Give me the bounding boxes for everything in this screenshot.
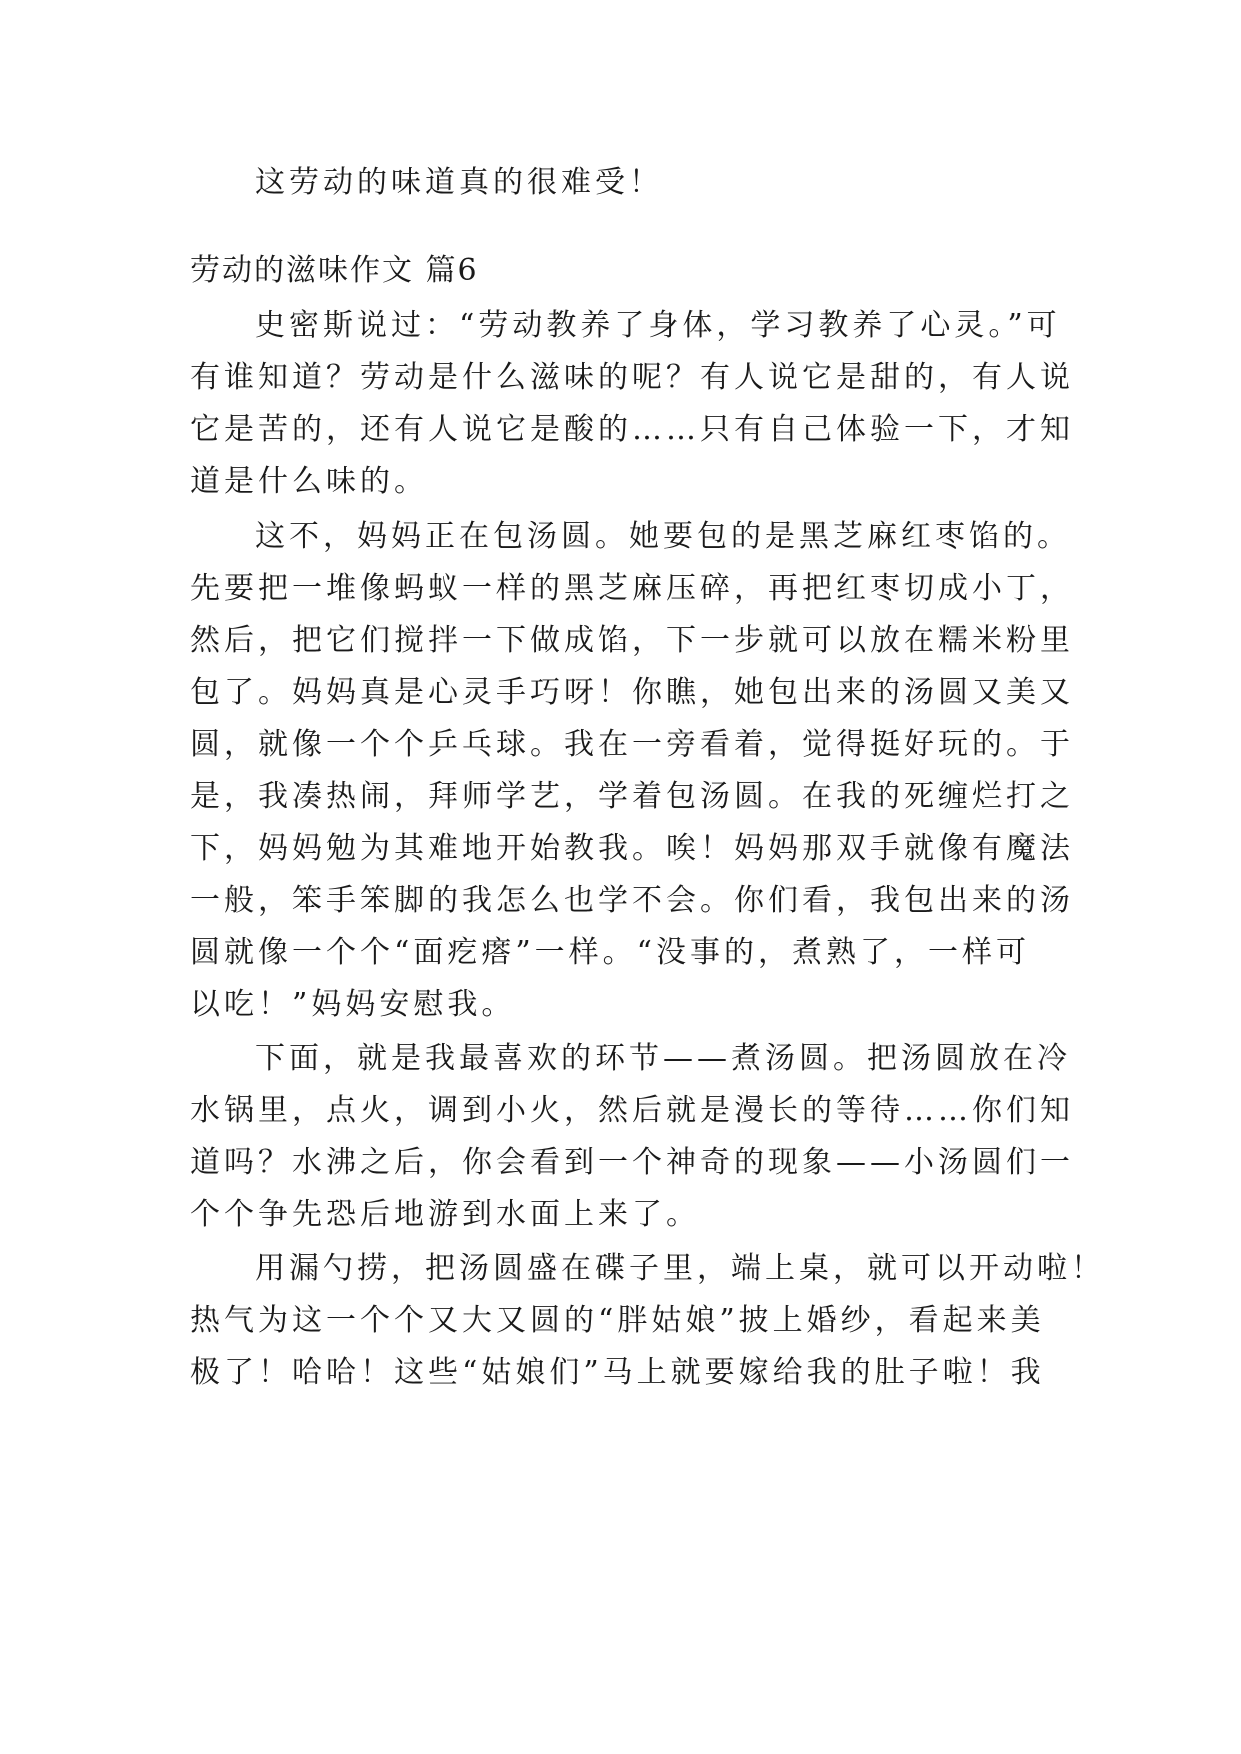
paragraph-line: 圆就像一个个“面疙瘩”一样。“没事的，煮熟了，一样可 [190, 935, 1031, 970]
paragraph-line: 道是什么味的。 [190, 464, 428, 499]
paragraph-line: 下，妈妈勉为其难地开始教我。唉！妈妈那双手就像有魔法 [190, 831, 1074, 866]
paragraph-line: 极了！哈哈！这些“姑娘们”马上就要嫁给我的肚子啦！我 [190, 1355, 1045, 1390]
paragraph-line: 然后，把它们搅拌一下做成馅，下一步就可以放在糯米粉里 [190, 623, 1074, 658]
intro-line: 这劳动的味道真的很难受！ [255, 165, 663, 200]
section-title: 劳动的滋味作文 篇6 [190, 253, 479, 288]
paragraph-line: 一般，笨手笨脚的我怎么也学不会。你们看，我包出来的汤 [190, 883, 1074, 918]
paragraph-line: 包了。妈妈真是心灵手巧呀！你瞧，她包出来的汤圆又美又 [190, 675, 1074, 710]
paragraph-line: 它是苦的，还有人说它是酸的……只有自己体验一下，才知 [190, 412, 1074, 447]
paragraph-line: 这不，妈妈正在包汤圆。她要包的是黑芝麻红枣馅的。 [255, 519, 1071, 554]
paragraph-line: 以吃！”妈妈安慰我。 [190, 987, 516, 1022]
paragraph-line: 史密斯说过：“劳动教养了身体，学习教养了心灵。”可 [255, 308, 1061, 343]
paragraph-line: 水锅里，点火，调到小火，然后就是漫长的等待……你们知 [190, 1093, 1074, 1128]
paragraph-line: 用漏勺捞，把汤圆盛在碟子里，端上桌，就可以开动啦！ [255, 1251, 1105, 1286]
paragraph-line: 热气为这一个个又大又圆的“胖姑娘”披上婚纱，看起来美 [190, 1303, 1045, 1338]
paragraph-line: 圆，就像一个个乒乓球。我在一旁看着，觉得挺好玩的。于 [190, 727, 1074, 762]
paragraph-line: 是，我凑热闹，拜师学艺，学着包汤圆。在我的死缠烂打之 [190, 779, 1074, 814]
paragraph-line: 有谁知道？劳动是什么滋味的呢？有人说它是甜的，有人说 [190, 360, 1074, 395]
paragraph-line: 先要把一堆像蚂蚁一样的黑芝麻压碎，再把红枣切成小丁， [190, 571, 1074, 606]
paragraph-line: 下面，就是我最喜欢的环节——煮汤圆。把汤圆放在冷 [255, 1041, 1071, 1076]
paragraph-line: 道吗？水沸之后，你会看到一个神奇的现象——小汤圆们一 [190, 1145, 1074, 1180]
paragraph-line: 个个争先恐后地游到水面上来了。 [190, 1197, 700, 1232]
